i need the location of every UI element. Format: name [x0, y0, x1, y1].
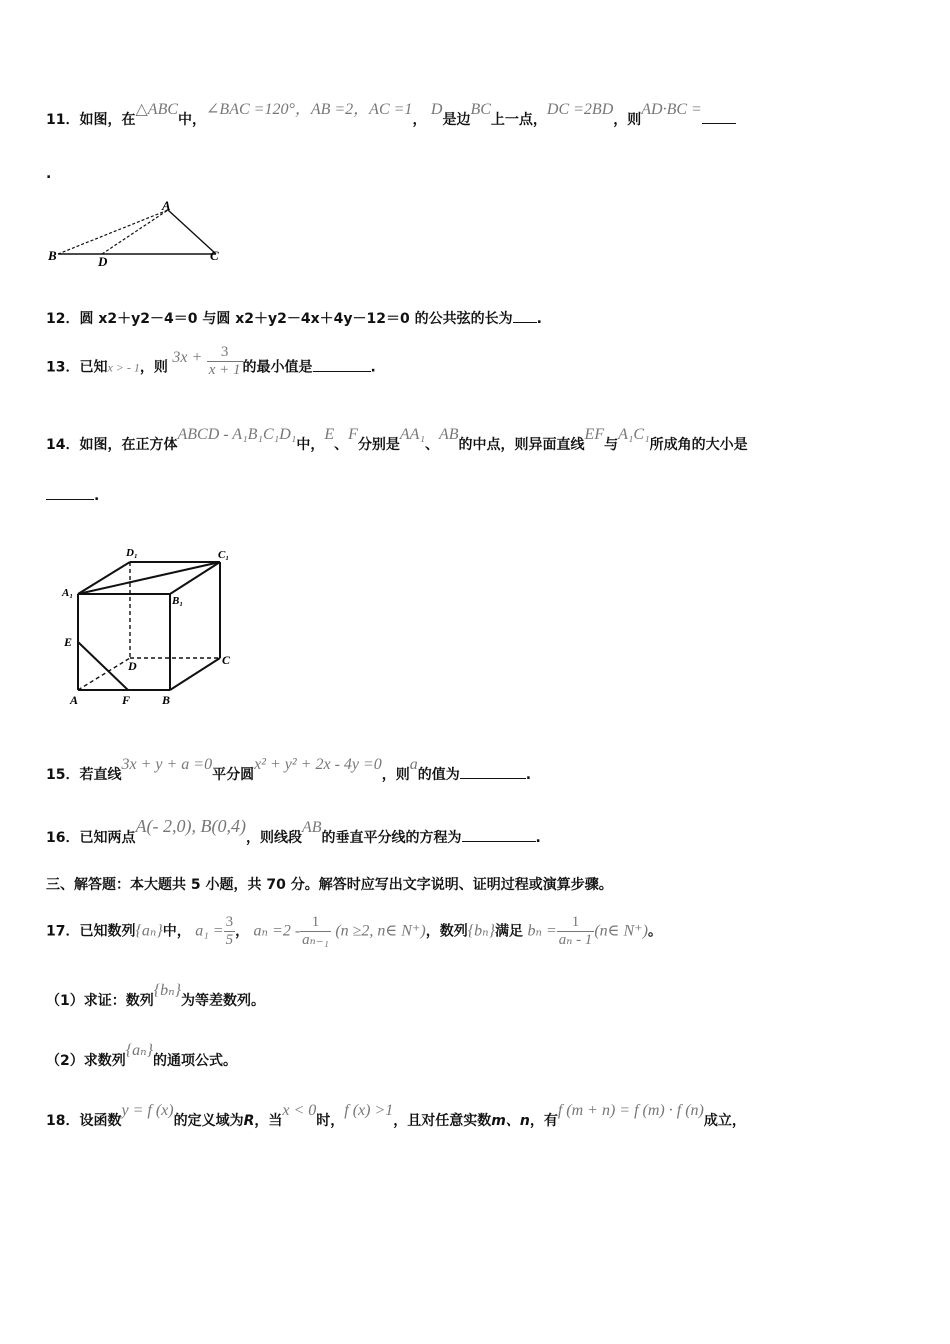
question-13: 13．已知x > - 1，则 3x + $\frac{3}{x + 1}$ 的最小值是 . — [46, 344, 376, 378]
question-18: 18．设函数y = f (x)的定义域为R，当x < 0时，f (x) >1，且对任意实数m、n，有f (m + n) = f (m) · f (n)成立， — [46, 1102, 746, 1129]
section-heading-3: 三、解答题：本大题共 5 小题，共 70 分。解答时应写出文字说明、证明过程或演算步骤。 — [46, 877, 613, 893]
triangle-figure — [44, 196, 244, 270]
question-14-blank-line: . — [46, 488, 99, 504]
label-e: E — [64, 635, 73, 649]
question-17-part-2: （2）求数列{aₙ}的通项公式。 — [46, 1042, 238, 1069]
segment-ad — [102, 210, 168, 254]
segment-ef — [78, 642, 128, 690]
fraction-3-over-x-plus-1: $\frac{3}{x + 1}$ — [208, 344, 241, 378]
label-c1: C₁ — [218, 549, 230, 561]
answer-blank — [460, 778, 526, 779]
label-a: A — [70, 693, 79, 707]
cube-figure — [58, 544, 258, 710]
diagonal-a1c1 — [78, 562, 220, 594]
label-d: D — [98, 254, 108, 269]
answer-blank — [462, 841, 536, 842]
question-15: 15．若直线3x + y + a =0平分圆x² + y² + 2x - 4y =0，则a的值为 . — [46, 756, 532, 783]
question-11: 11．如图，在△ABC中，∠BAC =120°，AB =2，AC =1， D是边BC上一点，DC =2BD，则AD·BC = — [46, 106, 736, 129]
segment-ac — [168, 210, 216, 254]
label-d1: D₁ — [126, 547, 138, 559]
fraction-3-5: $\frac{3}{5}$ — [225, 914, 234, 948]
label-a1: A₁ — [62, 587, 74, 599]
label-c: C — [210, 248, 219, 263]
answer-blank — [313, 371, 371, 372]
answer-blank — [46, 499, 94, 500]
label-b1: B₁ — [172, 595, 184, 607]
question-14: 14．如图，在正方体ABCD - A₁B₁C₁D₁中，E、F分别是AA₁、AB的中点，则异面直线EF与A₁C₁所成角的大小是 — [46, 426, 748, 453]
question-17: 17．已知数列{aₙ}中， a₁ = $\frac{3}{5}$ ， aₙ =2 - $\frac{1}{\text{aₙ₋₁}}$ (n ≥2, n∈ N⁺)，数列{bₙ}满足 bₙ = $\frac{1}{\text{aₙ - 1}}$ (n∈ N⁺)。 — [46, 914, 662, 948]
label-d: D — [128, 659, 137, 673]
segment-ab — [58, 210, 168, 254]
label-b: B — [48, 248, 57, 263]
fraction-1-over-an-minus-1: $\frac{1}{\text{aₙ - 1}}$ — [558, 914, 593, 948]
label-c: C — [222, 653, 231, 667]
answer-blank — [513, 322, 537, 323]
question-12: 12．圆 x2＋y2－4＝0 与圆 x2＋y2－4x＋4y－12＝0 的公共弦的长为 . — [46, 311, 542, 327]
label-f: F — [122, 693, 131, 707]
question-11-tail: . — [46, 166, 52, 182]
label-a: A — [162, 198, 171, 213]
answer-blank — [702, 123, 736, 124]
question-17-part-1: （1）求证：数列{bₙ}为等差数列。 — [46, 982, 266, 1009]
question-16: 16．已知两点A(- 2,0), B(0,4)，则线段AB的垂直平分线的方程为 . — [46, 816, 541, 846]
label-b: B — [162, 693, 171, 707]
fraction-1-over-an-1: $\frac{1}{\text{aₙ₋₁}}$ — [302, 914, 329, 948]
